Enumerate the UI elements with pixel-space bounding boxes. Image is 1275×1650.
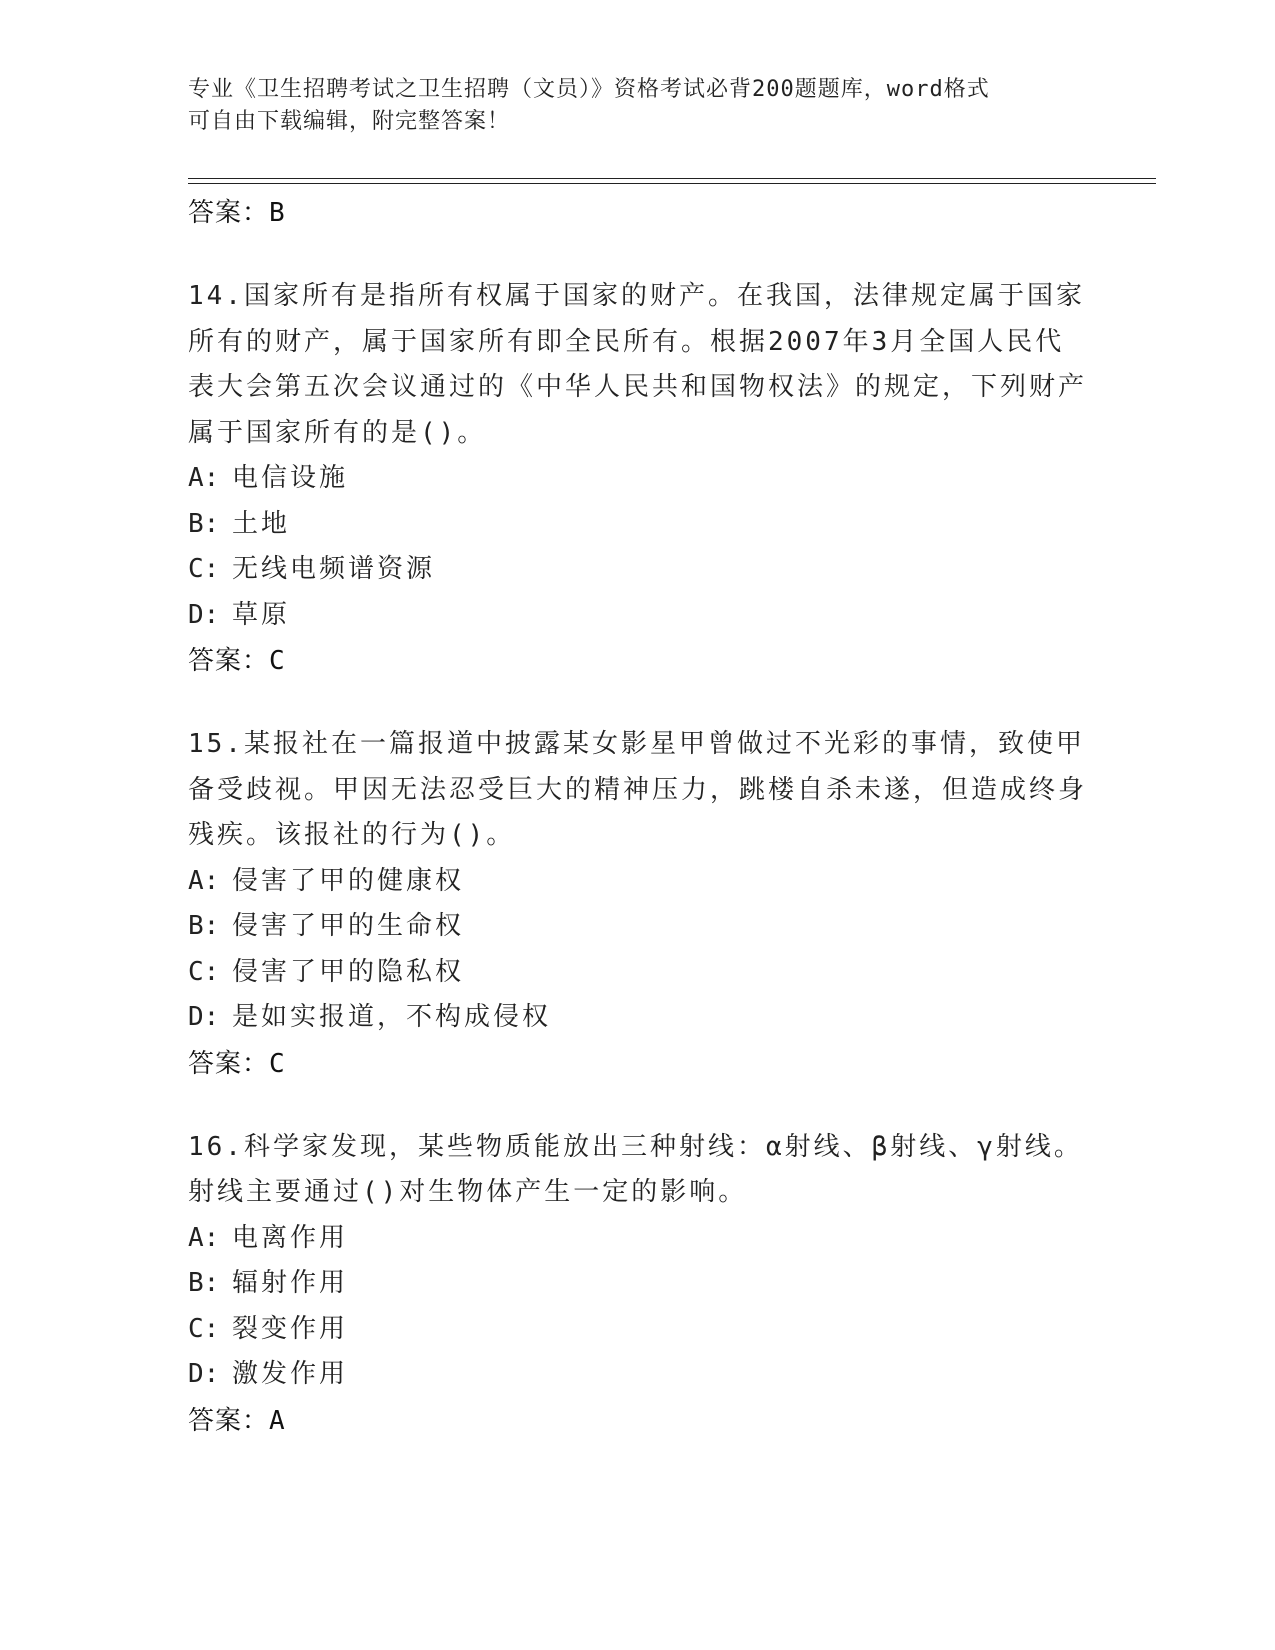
question-stem: 16.科学家发现，某些物质能放出三种射线：α射线、β射线、γ射线。射线主要通过()对生物体产生一定的影响。: [188, 1131, 1083, 1207]
option-key: A:: [188, 1222, 220, 1253]
question-item-15: [188, 722, 1088, 1087]
option-text: 无线电频谱资源: [232, 554, 436, 584]
option-text: 电离作用: [232, 1222, 349, 1253]
option-key: B:: [188, 508, 220, 539]
option-text: 侵害了甲的隐私权: [232, 956, 465, 987]
option-b: [188, 904, 1088, 950]
answer-line: 答案：C: [188, 1048, 286, 1079]
option-key: A:: [188, 463, 220, 493]
option-key: C:: [188, 956, 220, 987]
option-b: [188, 1261, 1088, 1307]
header-divider-top: [188, 178, 1156, 179]
option-a: [188, 456, 1088, 502]
document-header: [188, 74, 1068, 138]
option-text: 侵害了甲的健康权: [232, 865, 465, 896]
option-key: B:: [188, 911, 220, 941]
header-title-line-1: 专业《卫生招聘考试之卫生招聘（文员）》资格考试必背200题题库，word格式: [188, 77, 990, 102]
header-divider-bottom: [188, 183, 1156, 184]
question-item-16: [188, 1125, 1088, 1444]
option-key: D:: [188, 1359, 220, 1389]
option-key: D:: [188, 599, 220, 630]
option-d: [188, 995, 1088, 1041]
option-key: A:: [188, 865, 220, 896]
option-text: 激发作用: [232, 1359, 349, 1389]
option-text: 裂变作用: [232, 1313, 349, 1344]
option-d: [188, 1352, 1088, 1398]
option-c: [188, 1307, 1088, 1353]
question-list: [188, 190, 1088, 1444]
answer-line: 答案：A: [188, 1405, 286, 1436]
question-stem: 14.国家所有是指所有权属于国家的财产。在我国，法律规定属于国家所有的财产，属于国家所有即全民所有。根据2007年3月全国人民代表大会第五次会议通过的《中华人民共和国物权法》的规定，下列财产属于国家所有的是()。: [188, 281, 1088, 448]
option-text: 辐射作用: [232, 1268, 349, 1298]
option-key: B:: [188, 1268, 220, 1298]
option-key: D:: [188, 1002, 220, 1032]
option-text: 侵害了甲的生命权: [232, 911, 465, 941]
question-stem: 15.某报社在一篇报道中披露某女影星甲曾做过不光彩的事情，致使甲备受歧视。甲因无法忍受巨大的精神压力，跳楼自杀未遂，但造成终身残疾。该报社的行为()。: [188, 729, 1088, 850]
option-d: [188, 593, 1088, 639]
option-text: 草原: [232, 599, 291, 630]
header-title-line-2: 可自由下载编辑，附完整答案！: [188, 109, 511, 134]
option-text: 土地: [232, 508, 291, 539]
answer-line: 答案：C: [188, 646, 286, 676]
option-text: 电信设施: [232, 463, 349, 493]
question-item-14: [188, 274, 1088, 684]
option-key: C:: [188, 1313, 220, 1344]
option-key: C:: [188, 554, 220, 584]
option-a: [188, 859, 1088, 905]
option-text: 是如实报道，不构成侵权: [232, 1002, 552, 1032]
option-b: [188, 502, 1088, 548]
previous-answer: 答案：B: [188, 198, 286, 228]
option-c: [188, 547, 1088, 593]
option-a: [188, 1216, 1088, 1262]
option-c: [188, 950, 1088, 996]
